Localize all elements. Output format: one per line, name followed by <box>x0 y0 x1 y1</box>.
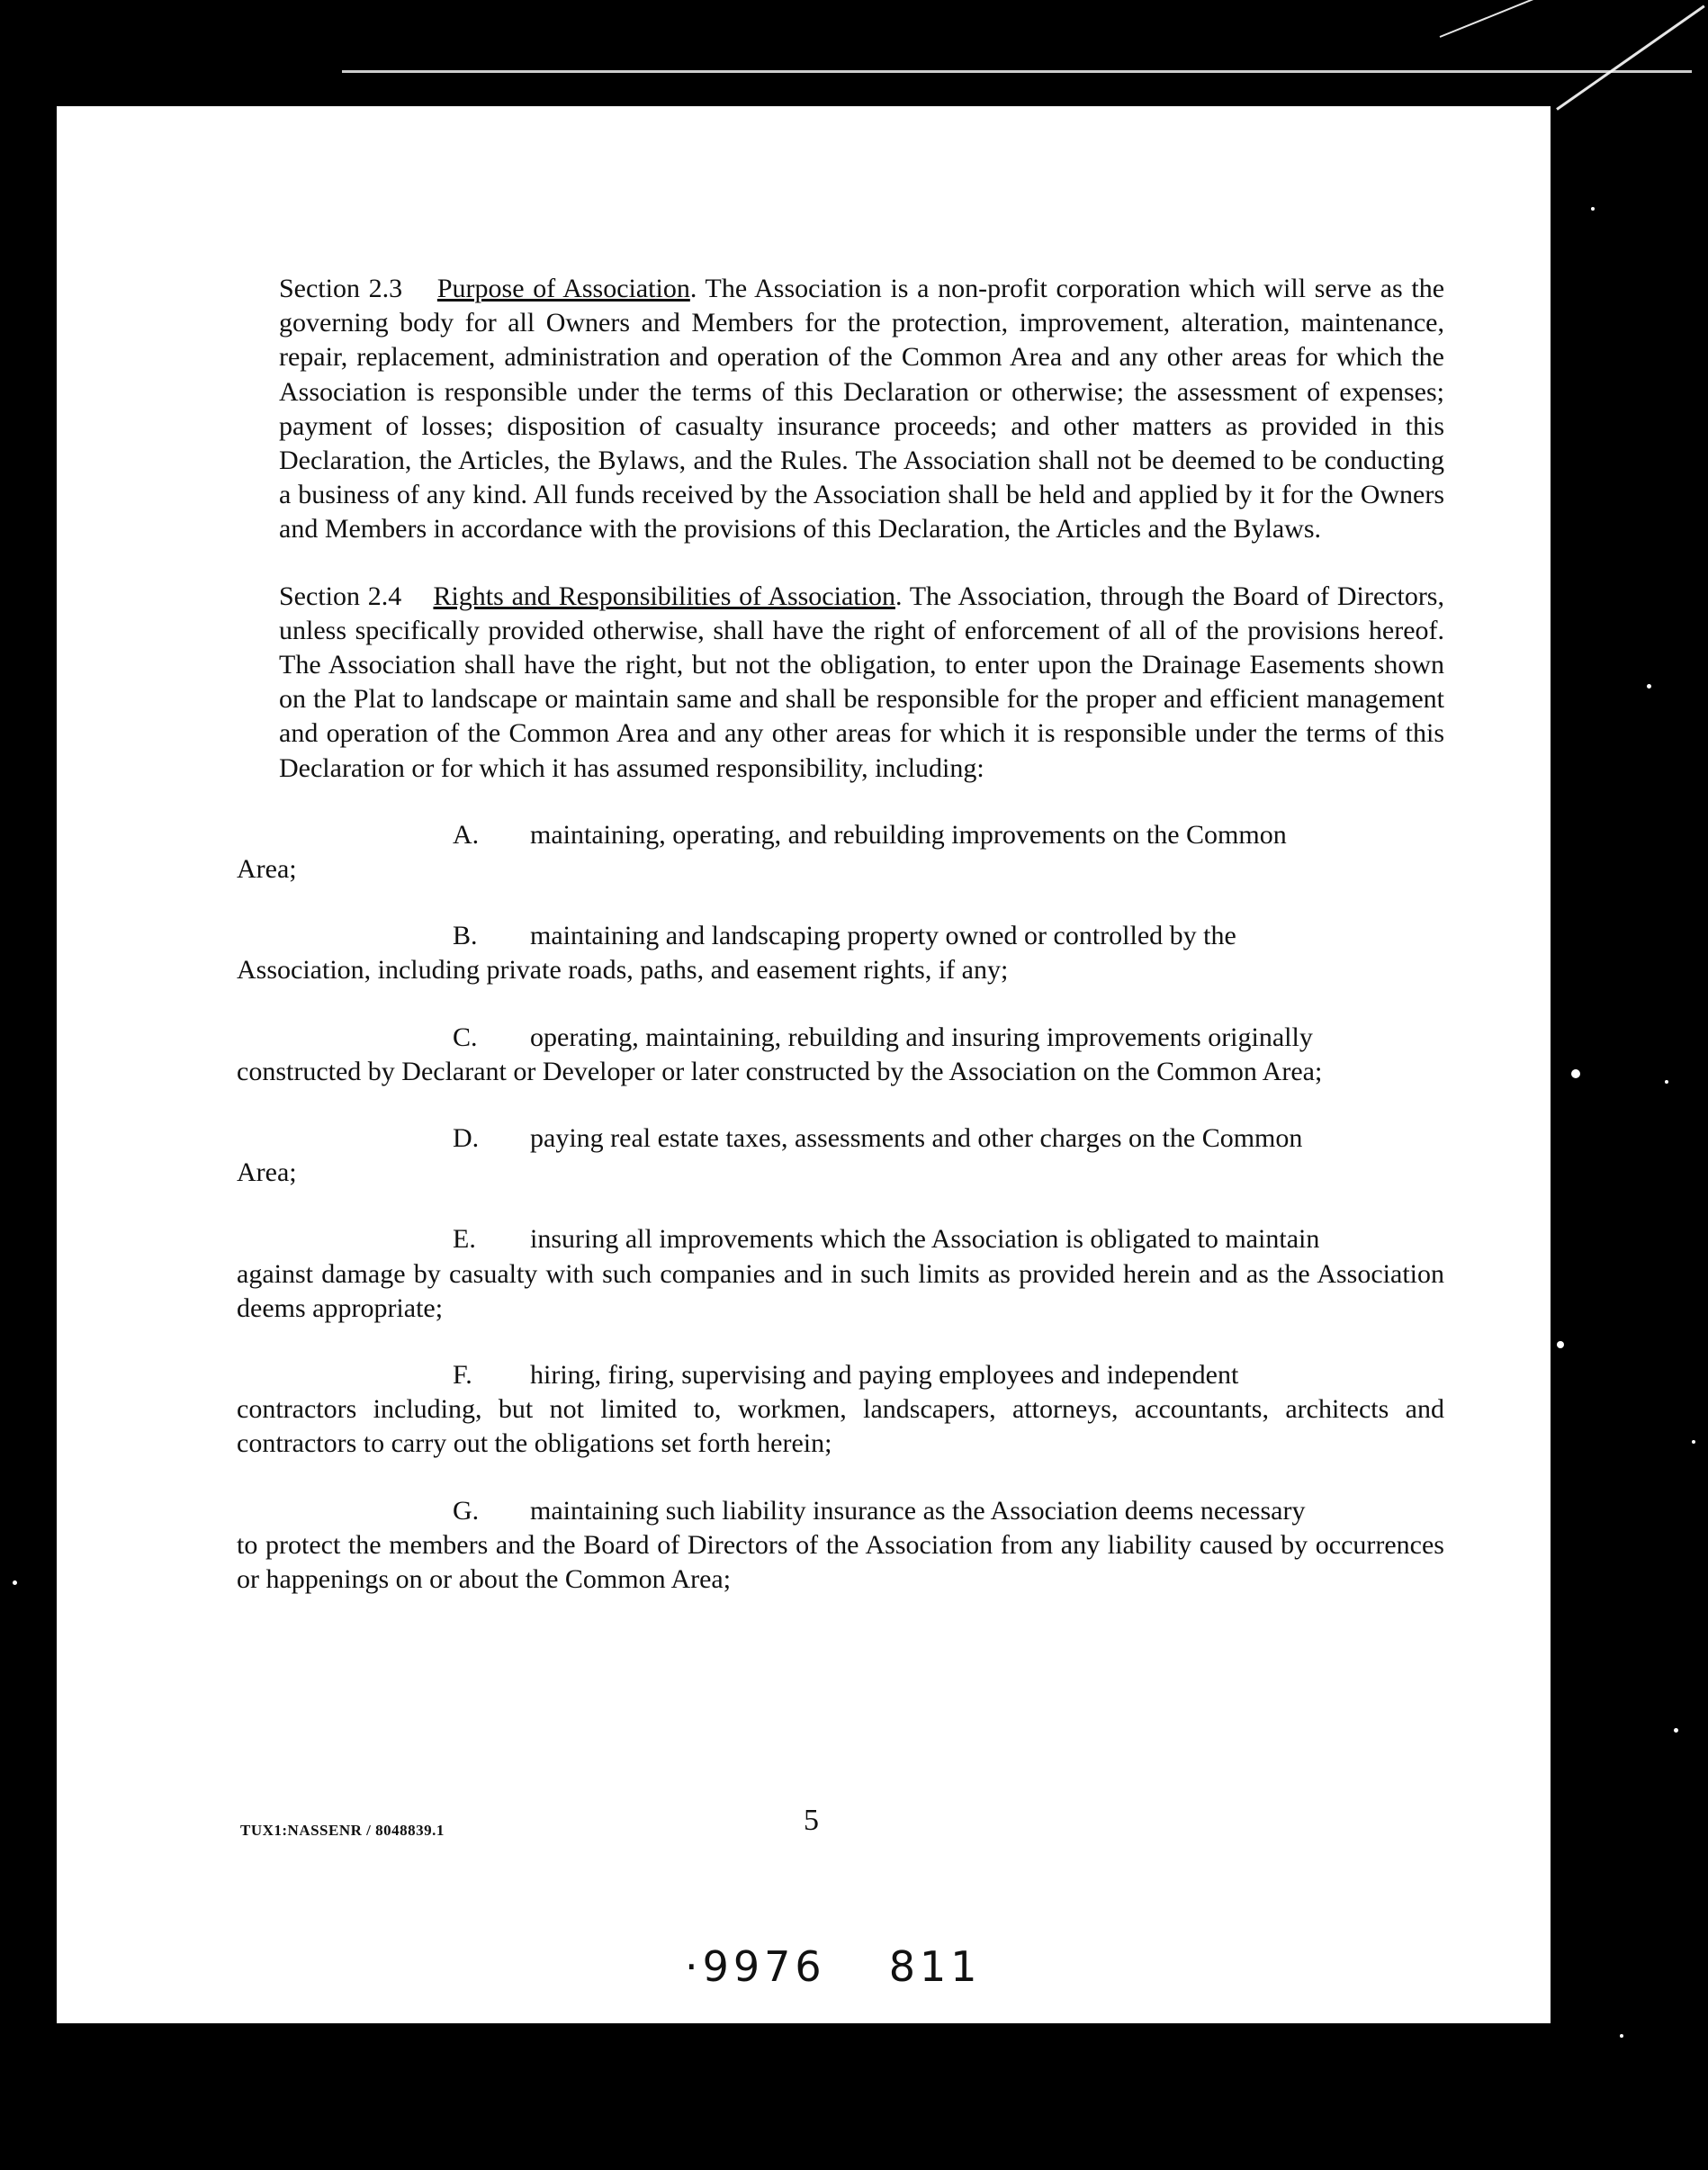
item-rest-text: Area; <box>237 1157 297 1188</box>
stamp-page-number: 811 <box>888 1942 982 1991</box>
dust-speck <box>1665 1080 1668 1084</box>
document-page <box>57 106 1551 2023</box>
list-item-f <box>237 1358 1444 1462</box>
item-rest-text: Association, including private roads, paths, and easement rights, if any; <box>237 955 1009 986</box>
dust-speck <box>1557 1341 1564 1348</box>
item-lead-text: operating, maintaining, rebuilding and insuring improvements originally <box>530 1022 1313 1052</box>
item-lead-text: maintaining and landscaping property owned or controlled by the <box>530 921 1236 951</box>
section-heading: Rights and Responsibilities of Association <box>433 581 895 611</box>
list-item-a <box>237 818 1444 887</box>
stamp-book-number: ·9976 <box>685 1942 826 1991</box>
item-rest-text: to protect the members and the Board of Directors of the Association from any liability caused by occurrences or happenings on or about the Common Area; <box>237 1529 1444 1595</box>
item-lead-text: paying real estate taxes, assessments and other charges on the Common <box>530 1123 1303 1154</box>
section-number: Section 2.4 <box>279 581 402 611</box>
document-id: TUX1:NASSENR / 8048839.1 <box>240 1822 445 1839</box>
dust-speck <box>13 1580 17 1585</box>
dust-speck <box>1692 1440 1695 1444</box>
page-body <box>237 272 1444 1629</box>
item-rest-text: against damage by casualty with such companies and in such limits as provided herein and as the Association deems appropriate; <box>237 1258 1444 1323</box>
section-2-3 <box>237 272 1444 547</box>
item-lead-text: insuring all improvements which the Association is obligated to maintain <box>530 1224 1320 1255</box>
section-heading: Purpose of Association <box>436 274 690 303</box>
list-item-c <box>237 1021 1444 1089</box>
scan-streak-corner <box>1556 5 1705 111</box>
dust-speck <box>1591 207 1595 211</box>
item-letter: C. <box>453 1022 478 1052</box>
item-lead-text: maintaining such liability insurance as the Association deems necessary <box>530 1495 1306 1526</box>
dust-speck <box>1620 2034 1623 2038</box>
list-item-g <box>237 1494 1444 1598</box>
section-number: Section 2.3 <box>279 274 403 303</box>
section-text: . The Association is a non-profit corporation which will serve as the governing body for all Owners and Members for the protection, improvement, alteration, maintenance, repair, replacement, administration and operation of the Common Area and any other areas for which the Association is responsible under the terms of this Declaration or otherwise; the assessment of expenses; payment of losses; disposition of casualty insurance proceeds; and other matters as provided in this Declaration, the Articles, the Bylaws, and the Rules. The Association shall not be deemed to be conducting a business of any kind. All funds received by the Association shall be held and applied by it for the Owners and Members in accordance with the provisions of this Declaration, the Articles and the Bylaws. <box>279 274 1445 545</box>
item-letter: A. <box>453 819 480 850</box>
item-rest-text: Area; <box>237 854 297 885</box>
item-letter: G. <box>453 1495 480 1526</box>
scan-streak-right <box>1440 0 1674 38</box>
scan-streak-top <box>342 70 1692 73</box>
section-text: . The Association, through the Board of Directors, unless specifically provided otherwise, shall have the right of enforcement of all of the provisions hereof. The Association shall have the right, but not the obligation, to enter upon the Drainage Easements shown on the Plat to landscape or maintain same and shall be responsible for the proper and efficient management and operation of the Common Area and any other areas for which it is responsible under the terms of this Declaration or for which it has assumed responsibility, including: <box>279 581 1444 783</box>
item-rest-text: constructed by Declarant or Developer or later constructed by the Association on the Common Area; <box>237 1056 1323 1086</box>
recording-stamp <box>685 1942 982 1991</box>
dust-speck <box>1674 1728 1678 1733</box>
item-letter: B. <box>453 921 478 951</box>
item-letter: E. <box>453 1224 476 1255</box>
dust-speck <box>1647 684 1651 689</box>
item-lead-text: hiring, firing, supervising and paying employees and independent <box>530 1360 1239 1391</box>
item-lead-text: maintaining, operating, and rebuilding improvements on the Common <box>530 819 1287 850</box>
list-item-e <box>237 1222 1444 1326</box>
page-number: 5 <box>804 1804 819 1837</box>
item-letter: D. <box>453 1123 480 1154</box>
dust-speck <box>1571 1069 1580 1078</box>
list-item-b <box>237 919 1444 987</box>
item-rest-text: contractors including, but not limited to, workmen, landscapers, attorneys, accountants, architects and contractors to carry out the obligations set forth herein; <box>237 1394 1444 1459</box>
list-item-d <box>237 1121 1444 1190</box>
item-letter: F. <box>453 1360 472 1391</box>
section-2-4 <box>237 580 1444 786</box>
